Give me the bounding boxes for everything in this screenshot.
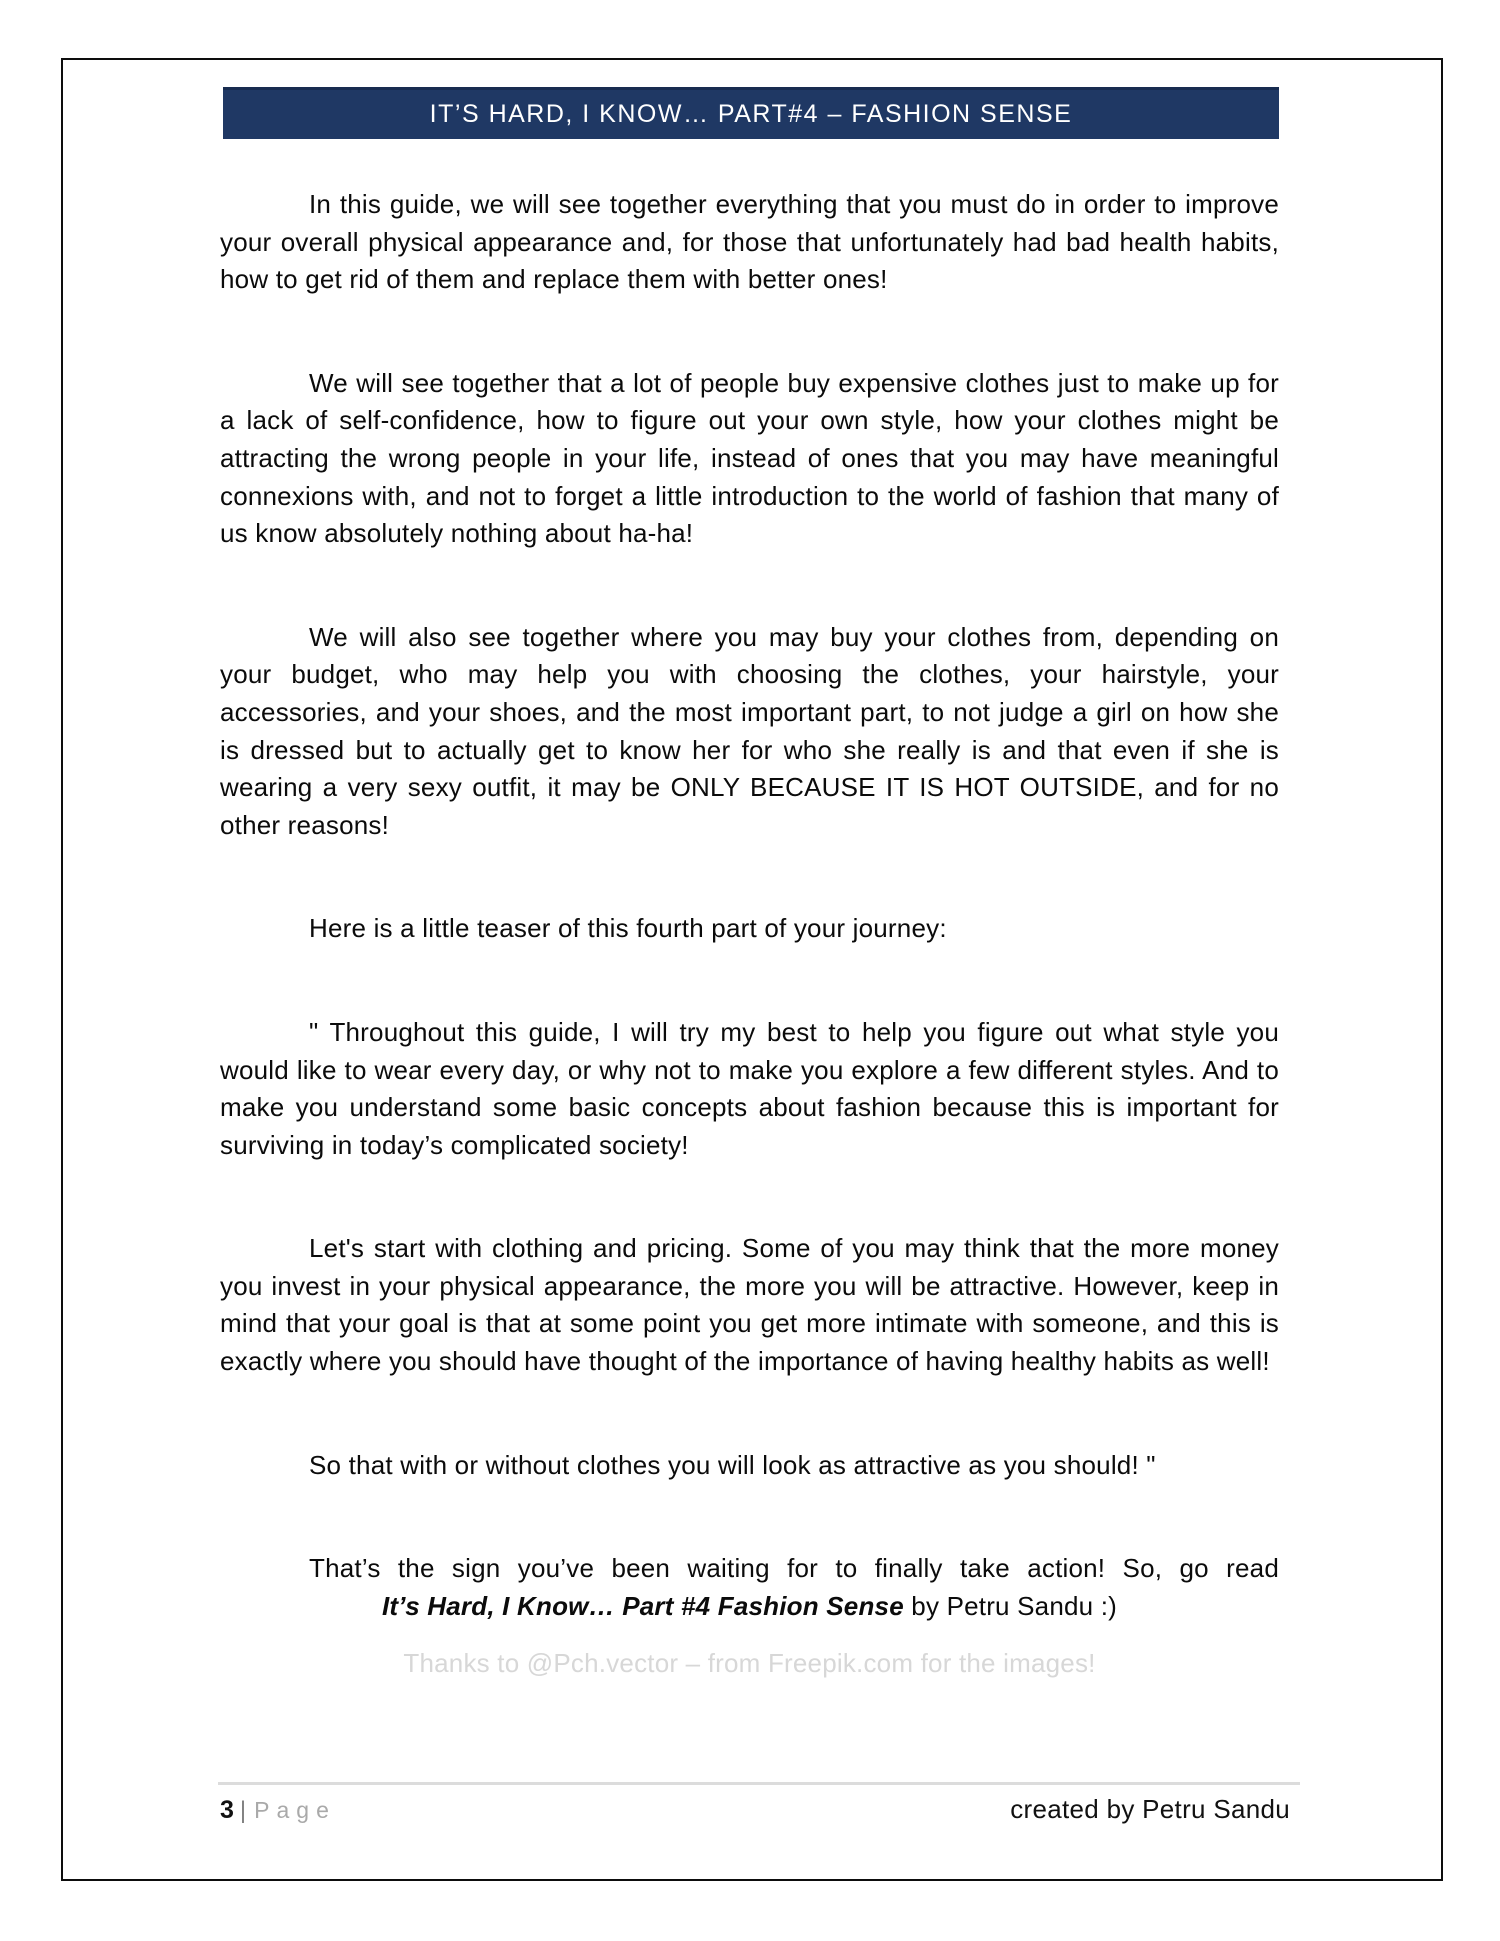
paragraph-thanks: Thanks to @Pch.vector – from Freepik.com for the images!: [403, 1648, 1096, 1679]
footer-divider: [218, 1782, 1300, 1785]
paragraph-cta-line: That’s the sign you’ve been waiting for to finally take action! So, go read: [309, 1553, 1279, 1584]
book-author-suffix: by Petru Sandu :): [903, 1590, 1118, 1621]
paragraph-quote: " Throughout this guide, I will try my best to help you figure out what style you would like to wear every day, or why not to make you explore a few different styles. And to make you understand some basic concepts about fashion because this is important for surviving in today’s complicated society!: [220, 1016, 1279, 1160]
paragraph-cta-title: [220, 1588, 1279, 1626]
document-page: [61, 58, 1443, 1881]
page-body: [220, 186, 1279, 1683]
footer-credit: created by Petru Sandu: [1010, 1794, 1290, 1824]
paragraph-teaser: Here is a little teaser of this fourth part of your journey:: [309, 913, 947, 944]
page-footer: [220, 1794, 1290, 1825]
page-word: Page: [254, 1797, 336, 1823]
section-title-bar: [223, 87, 1279, 139]
paragraph-confidence: We will see together that a lot of people buy expensive clothes just to make up for a lack of self-confidence, how to figure out your own style, how your clothes might be attracting the wrong people in your life, instead of ones that you may have meaningful connexions with, and not to forget a little introduction to the world of fashion that many of us know absolutely nothing about ha-ha!: [220, 367, 1279, 549]
paragraph-where-to-buy: We will also see together where you may buy your clothes from, depending on your budget, who may help you with choosing the clothes, your hairstyle, your accessories, and your shoes, and the most important part, to not judge a girl on how she is dressed but to actually get to know her for who she really is and that even if she is wearing a very sexy outfit, it may be ONLY BECAUSE IT IS HOT OUTSIDE, and for no other reasons!: [220, 621, 1279, 840]
paragraph-quote-close: So that with or without clothes you will look as attractive as you should! ": [309, 1449, 1156, 1480]
paragraph-pricing: Let's start with clothing and pricing. Some of you may think that the more money you invest in your physical appearance, the more you will be attractive. However, keep in mind that your goal is that at some point you get more intimate with someone, and this is exactly where you should have thought of the importance of having healthy habits as well!: [220, 1233, 1279, 1377]
section-title: IT’S HARD, I KNOW… PART#4 – FASHION SENSE: [429, 100, 1073, 128]
footer-separator: |: [239, 1797, 247, 1824]
book-title: It’s Hard, I Know… Part #4 Fashion Sense: [381, 1590, 904, 1621]
footer-page-label: [220, 1796, 336, 1825]
page-number: 3: [220, 1796, 234, 1824]
paragraph-intro: In this guide, we will see together everything that you must do in order to improve your overall physical appearance and, for those that unfortunately had bad health habits, how to get rid of them and replace them with better ones!: [220, 189, 1279, 295]
